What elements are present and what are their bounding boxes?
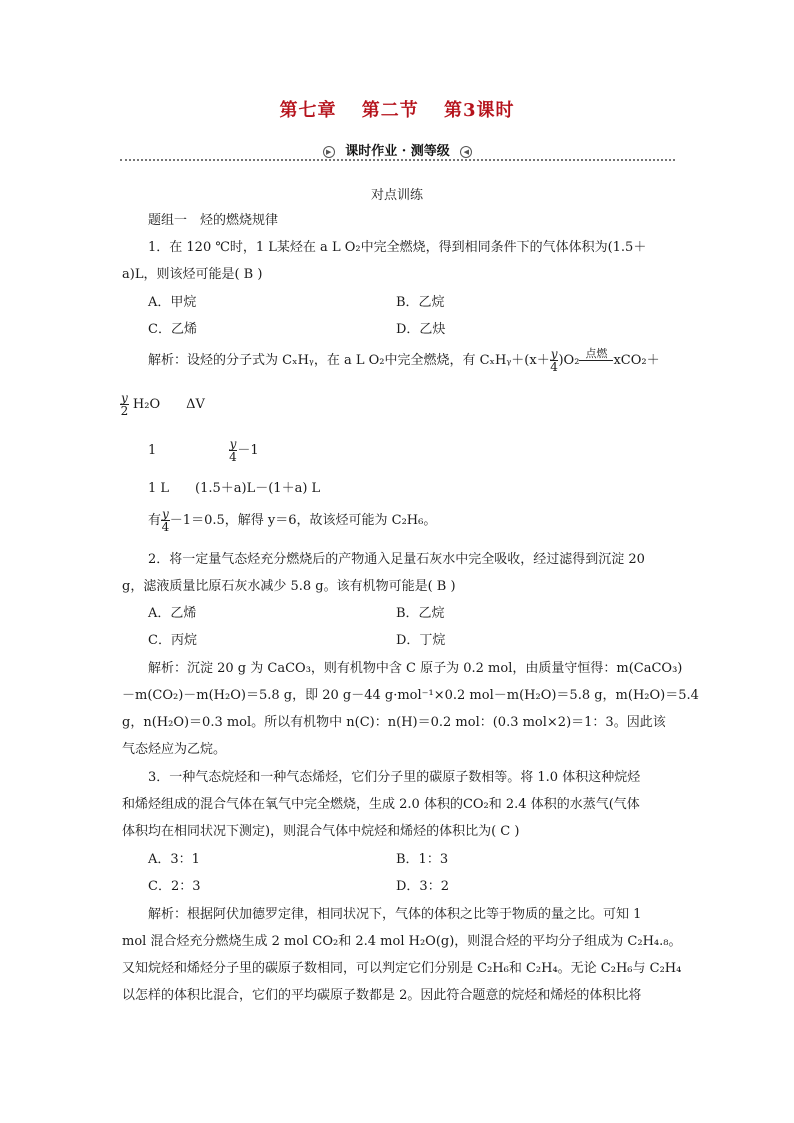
q2-analysis-line-2: －m(CO₂)－m(H₂O)＝5.8 g，即 20 g－44 g·mol⁻¹×0.2 mol－m(H₂O)＝5.8 g，m(H₂O)＝5.4 bbox=[122, 688, 699, 703]
chapter-label: 第七章 bbox=[279, 100, 337, 121]
q1-stem-line-1: 1．在 120 ℃时，1 L某烃在 a L O₂中完全燃烧，得到相同条件下的气体体积为(1.5＋ bbox=[148, 240, 647, 255]
ignite-arrow: 点燃 bbox=[579, 345, 613, 361]
banner-label: 课时作业 · 测等级 bbox=[345, 144, 450, 159]
q1-result: 有 $\frac{y}{4}$ －1＝0.5，解得 y＝6，故该烃可能为 C₂H₆。 bbox=[148, 507, 437, 534]
fraction-y-over-4: $\frac{y}{4}$ bbox=[550, 347, 558, 374]
q3-analysis-line-1: 解析：根据阿伏加德罗定律，相同状况下，气体的体积之比等于物质的量之比。可知 1 bbox=[148, 907, 642, 922]
q3-stem-line-3: 体积均在相同状况下测定)，则混合气体中烷烃和烯烃的体积比为( C ) bbox=[122, 824, 520, 839]
q1-option-a: A．甲烷 bbox=[148, 295, 197, 310]
lesson-label: 第3课时 bbox=[444, 100, 515, 121]
group-heading: 题组一 烃的燃烧规律 bbox=[148, 213, 279, 228]
q1-option-d: D．乙炔 bbox=[396, 322, 446, 337]
dotted-divider bbox=[120, 159, 675, 161]
q3-option-a: A．3：1 bbox=[148, 852, 200, 867]
section-label: 第二节 bbox=[361, 100, 419, 121]
page-title bbox=[0, 96, 794, 122]
q1-ratio-row: 1 $\frac{y}{4}$ －1 bbox=[148, 437, 259, 464]
section-heading: 对点训练 bbox=[370, 188, 423, 203]
q3-option-d: D．3：2 bbox=[396, 879, 449, 894]
q3-analysis-line-2: mol 混合烃充分燃烧生成 2 mol CO₂和 2.4 mol H₂O(g)，则混合烃的平均分子组成为 C₂H₄.₈。 bbox=[122, 934, 682, 949]
q2-option-c: C．丙烷 bbox=[148, 633, 197, 648]
q3-option-c: C．2：3 bbox=[148, 879, 201, 894]
q1-analysis-line-2: $\frac{y}{2}$ H₂O ΔV bbox=[120, 391, 205, 418]
play-right-icon: ▶ bbox=[323, 146, 335, 158]
q3-option-b: B．1：3 bbox=[396, 852, 449, 867]
fraction-y-over-2: $\frac{y}{2}$ bbox=[120, 391, 129, 418]
q1-stem-line-2: a)L，则该烃可能是( B ) bbox=[122, 267, 263, 282]
q3-stem-line-1: 3．一种气态烷烃和一种气态烯烃，它们分子里的碳原子数相等。将 1.0 体积这种烷烃 bbox=[148, 770, 641, 785]
q3-analysis-line-4: 以怎样的体积比混合，它们的平均碳原子数都是 2。因此符合题意的烷烃和烯烃的体积比将 bbox=[122, 988, 642, 1003]
q2-option-a: A．乙烯 bbox=[148, 606, 197, 621]
q3-stem-line-2: 和烯烃组成的混合气体在氧气中完全燃烧，生成 2.0 体积的CO₂和 2.4 体积的水蒸气(气体 bbox=[122, 797, 640, 812]
q1-option-c: C．乙烯 bbox=[148, 322, 197, 337]
q2-stem-line-1: 2．将一定量气态烃充分燃烧后的产物通入足量石灰水中完全吸收，经过滤得到沉淀 20 bbox=[148, 552, 645, 567]
q2-analysis-line-3: g，n(H₂O)＝0.3 mol。所以有机物中 n(C)：n(H)＝0.2 mol：(0.3 mol×2)＝1：3。因此该 bbox=[122, 715, 666, 730]
homework-banner bbox=[120, 140, 675, 159]
q2-analysis-line-4: 气态烃应为乙烷。 bbox=[122, 742, 227, 757]
q1-option-b: B．乙烷 bbox=[396, 295, 445, 310]
play-left-icon: ◀ bbox=[460, 146, 472, 158]
q2-option-d: D．丁烷 bbox=[396, 633, 446, 648]
q2-stem-line-2: g，滤液质量比原石灰水减少 5.8 g。该有机物可能是( B ) bbox=[122, 579, 456, 594]
q2-option-b: B．乙烷 bbox=[396, 606, 445, 621]
q3-analysis-line-3: 又知烷烃和烯烃分子里的碳原子数相同，可以判定它们分别是 C₂H₆和 C₂H₄。无论 C₂H₆与 C₂H₄ bbox=[122, 961, 682, 976]
q2-analysis-line-1: 解析：沉淀 20 g 为 CaCO₃，则有机物中含 C 原子为 0.2 mol，由质量守恒得：m(CaCO₃) bbox=[148, 661, 683, 676]
q1-volume-row: 1 L (1.5＋a)L－(1＋a) L bbox=[148, 481, 321, 496]
q1-analysis-line-1: 解析：设烃的分子式为 CₓHᵧ，在 a L O₂中完全燃烧，有 CₓHᵧ＋(x＋ $\frac{y}{4}$ )O₂ 点燃 xCO₂＋ bbox=[148, 347, 660, 374]
